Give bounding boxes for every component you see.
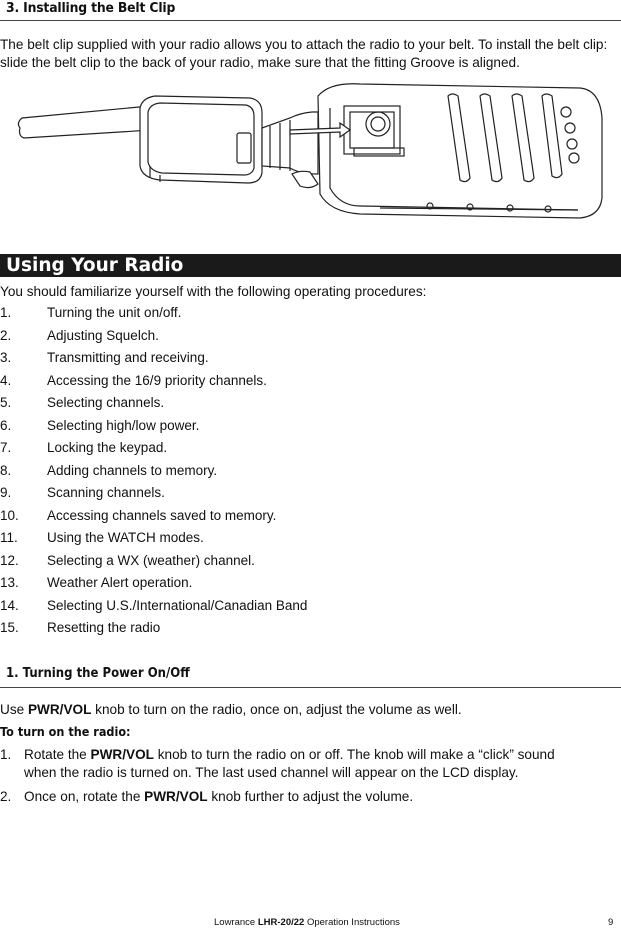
heading-rule <box>0 687 621 688</box>
section-heading-belt-clip: 3. Installing the Belt Clip <box>6 0 176 16</box>
belt-clip-paragraph: The belt clip supplied with your radio allows you to attach the radio to your belt. To install the belt clip: slide the belt clip to the back of your radio, make sure that the fitting Groove is aligned. <box>0 37 608 70</box>
heading-rule <box>0 20 621 21</box>
footer-text: Lowrance LHR-20/22 Operation Instructions <box>214 917 400 928</box>
intro-text: You should familiarize yourself with the following operating procedures: <box>0 284 427 299</box>
page-number: 9 <box>608 917 614 928</box>
section-heading-power: 1. Turning the Power On/Off <box>6 666 190 681</box>
step-1-line-2: when the radio is turned on. The last used channel will appear on the LCD display. <box>24 765 519 780</box>
power-use-text: Use PWR/VOL knob to turn on the radio, once on, adjust the volume as well. <box>0 702 462 717</box>
radio-belt-clip-illustration <box>0 78 621 228</box>
banner-title: Using Your Radio <box>6 255 184 276</box>
subheading-turn-on: To turn on the radio: <box>0 724 131 739</box>
